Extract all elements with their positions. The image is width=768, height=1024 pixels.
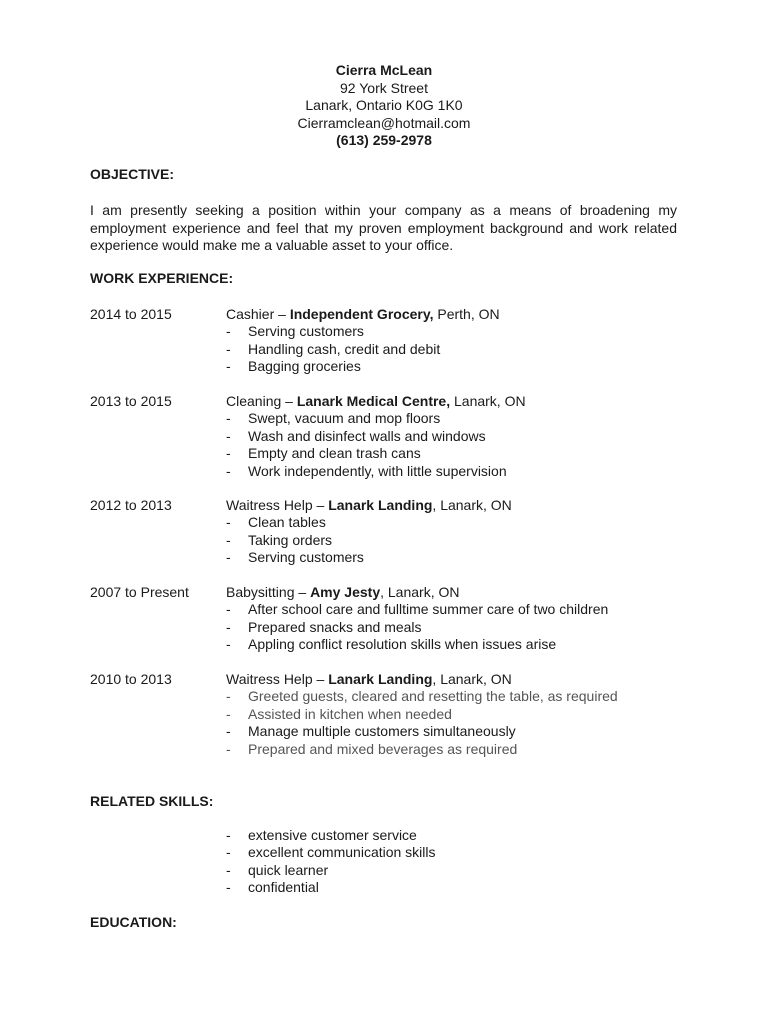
objective-heading: OBJECTIVE:: [90, 166, 175, 182]
job-location: Lanark, ON: [450, 393, 526, 409]
job-title: [226, 584, 459, 601]
bullet-dash: -: [226, 462, 231, 479]
bullet-dash: -: [226, 340, 231, 357]
bullet-dash: -: [226, 410, 231, 427]
street-address: 92 York Street: [340, 79, 428, 96]
bullet-dash: -: [226, 705, 231, 722]
job-date: 2007 to Present: [90, 584, 189, 600]
duty-text: Manage multiple customers simultaneously: [248, 723, 516, 740]
job-role: Waitress Help –: [226, 671, 329, 687]
bullet-dash: -: [226, 636, 231, 653]
bullet-dash: -: [226, 531, 231, 548]
job-location: Perth, ON: [433, 306, 500, 322]
job-employer: Independent Grocery,: [289, 306, 434, 322]
job-location: , Lanark, ON: [432, 671, 512, 687]
skill-text: extensive customer service: [248, 827, 417, 843]
duty-text: Assisted in kitchen when needed: [248, 705, 452, 722]
bullet-dash: -: [226, 844, 231, 861]
duty-text: Greeted guests, cleared and resetting the table, as required: [248, 688, 618, 705]
job-title: [226, 671, 512, 688]
phone-number: (613) 259-2978: [336, 132, 432, 148]
bullet-dash: -: [226, 827, 231, 843]
bullet-dash: -: [226, 549, 231, 566]
objective-text: I am presently seeking a position within your company as a means of broadening my employment experience and feel that my proven employment background and work related experience would make me a valuable asset to your office.: [90, 202, 677, 253]
bullet-dash: -: [226, 879, 231, 896]
bullet-dash: -: [226, 514, 231, 531]
job-date: 2014 to 2015: [90, 306, 172, 322]
job-role: Babysitting –: [226, 584, 311, 600]
duty-text: Serving customers: [248, 549, 364, 566]
job-employer: Lanark Medical Centre,: [296, 393, 451, 409]
city-address: Lanark, Ontario K0G 1K0: [305, 97, 463, 113]
job-title: [226, 497, 512, 514]
bullet-dash: -: [226, 688, 231, 705]
job-location: , Lanark, ON: [432, 497, 512, 513]
applicant-name: Cierra McLean: [335, 62, 433, 78]
job-date: 2013 to 2015: [90, 393, 172, 409]
education-heading: EDUCATION:: [90, 914, 177, 930]
duty-text: Serving customers: [248, 323, 364, 340]
bullet-dash: -: [226, 601, 231, 618]
duty-text: Swept, vacuum and mop floors: [248, 410, 441, 427]
duty-text: Empty and clean trash cans: [248, 445, 421, 462]
duty-text: Appling conflict resolution skills when issues arise: [248, 636, 557, 653]
duty-text: After school care and fulltime summer care of two children: [248, 601, 609, 618]
job-role: Cleaning –: [226, 393, 297, 409]
job-date: 2010 to 2013: [90, 671, 172, 687]
bullet-dash: -: [226, 427, 231, 444]
skill-text: confidential: [248, 879, 319, 896]
bullet-dash: -: [226, 740, 231, 757]
skill-text: quick learner: [248, 861, 329, 878]
bullet-dash: -: [226, 358, 231, 375]
duty-text: Taking orders: [248, 531, 333, 548]
job-employer: Amy Jesty: [310, 584, 381, 600]
job-role: Waitress Help –: [226, 497, 329, 513]
bullet-dash: -: [226, 323, 231, 340]
bullet-dash: -: [226, 861, 231, 878]
job-date: 2012 to 2013: [90, 497, 172, 513]
duty-text: Handling cash, credit and debit: [248, 340, 441, 357]
job-employer: Lanark Landing: [328, 497, 433, 513]
skill-text: excellent communication skills: [248, 844, 436, 861]
work-experience-heading: WORK EXPERIENCE:: [90, 270, 234, 286]
duty-text: Prepared and mixed beverages as required: [248, 740, 518, 757]
duty-text: Clean tables: [248, 514, 326, 531]
duty-text: Work independently, with little supervision: [248, 462, 507, 479]
bullet-dash: -: [226, 723, 231, 740]
duty-text: Bagging groceries: [248, 358, 361, 375]
related-skills-heading: RELATED SKILLS:: [90, 793, 214, 809]
job-title: [226, 306, 500, 323]
bullet-dash: -: [226, 445, 231, 462]
bullet-dash: -: [226, 618, 231, 635]
job-title: [226, 393, 526, 410]
job-role: Cashier –: [226, 306, 290, 322]
contact-header: [0, 62, 768, 150]
job-employer: Lanark Landing: [328, 671, 433, 687]
duty-text: Prepared snacks and meals: [248, 618, 422, 635]
duty-text: Wash and disinfect walls and windows: [248, 427, 486, 444]
email-address: Cierramclean@hotmail.com: [297, 114, 471, 131]
job-location: , Lanark, ON: [380, 584, 460, 600]
